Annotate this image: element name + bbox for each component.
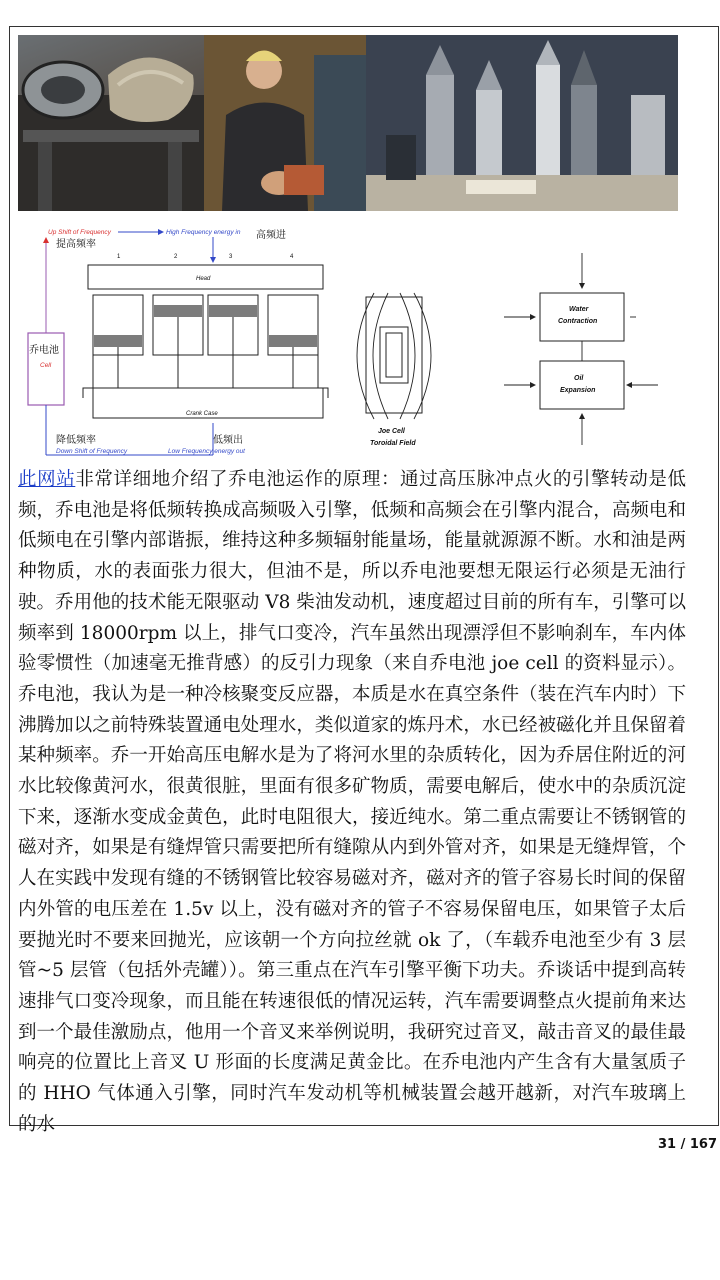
up-shift-en-label: Up Shift of Frequency: [48, 229, 111, 236]
up-shift-zh-label: 提高频率: [56, 239, 96, 250]
page-number: 31 / 167: [657, 1137, 717, 1152]
cylinder-number-3: 3: [229, 254, 233, 260]
body-paragraph: 非常详细地介绍了乔电池运作的原理：通过高压脉冲点火的引擎转动是低频，乔电池是将低频转换成高频吸入引擎，低频和高频会在引擎内混合，高频电和低频电在引擎内部谐振，维持这种多频辐射能量场，能量就源源不断。水和油是两种物质，水的表面张力很大，但油不是，所以乔电池要想无限运行必须是无油行驶。乔用他的技术能无限驱动 V8 柴油发动机，速度超过目前的所有车，引擎可以频率到 18000rpm 以上，排气口变冷，汽车虽然出现漂浮但不影响刹车，车内体验零惯性（加速毫无推背感）的反引力现象（来自乔电池 joe cell 的资料显示）。乔电池，我认为是一种冷核聚变反应器，本质是水在真空条件（装在汽车内时）下沸腾加以之前特殊装置通电处理水，类似道家的炼丹术，水已经被磁化并且保留着某种频率。乔一开始高压电解水是为了将河水里的杂质转化，因为乔居住附近的河水比较像黄河水，很黄很脏，里面有很多矿物质，需要电解后，使水中的杂质沉淀下来，逐渐水变成金黄色，此时电阻很大，接近纯水。第二重点需要让不锈钢管的磁对齐，如果是有缝焊管只需要把所有缝隙从内到外管对齐，如果是无缝焊管，个人在实践中发现有缝的不锈钢管比较容易磁对齐，磁对齐的管子容易长时间的保留内外管的电压差在 1.5v 以上，没有磁对齐的管子不容易保留电压，如果管子太后要抛光时不要来回抛光，应该朝一个方向拉丝就 ok 了，（车载乔电池至少有 3 层管~5 层管（包括外壳罐））。第三重点在汽车引擎平衡下功夫。乔谈话中提到高转速排气口变冷现象，而且能在转速很低的情况运转，汽车需要调整点火提前角来达到一个最佳激励点，他用一个音叉来举例说明，我研究过音叉，敲击音叉的最佳最响亮的位置比上音叉 U 形面的长度满足黄金比。在乔电池内产生含有大量氢质子的 HHO 气体通入引擎，同时汽车发动机等机械装置会越开越新，对汽车玻璃上的水: [18, 469, 686, 1135]
toroidal-field-label: Toroidal Field: [370, 440, 416, 447]
down-shift-en-label: Down Shift of Frequency: [56, 448, 128, 455]
cylinder-number-2: 2: [174, 254, 178, 260]
contraction-label: Contraction: [558, 318, 598, 325]
cell-en-label: Cell: [40, 362, 52, 369]
high-freq-zh-label: 高频进: [256, 230, 286, 241]
cylinder-number-1: 1: [117, 254, 121, 260]
crank-case-label: Crank Case: [186, 411, 218, 417]
man-portrait-photo: [204, 35, 366, 211]
oil-label: Oil: [574, 375, 584, 382]
page-frame: [9, 26, 719, 1135]
water-label: Water: [569, 306, 589, 313]
high-freq-en-label: High Frequency energy in: [166, 229, 241, 236]
workbench-photo: [18, 35, 204, 211]
joe-cell-label: Joe Cell: [378, 428, 405, 435]
cells-equipment-photo: [366, 35, 678, 211]
down-shift-zh-label: 降低频率: [56, 435, 96, 446]
cylinder-number-4: 4: [290, 254, 294, 260]
expansion-label: Expansion: [560, 387, 596, 394]
body-text: [18, 465, 686, 1140]
low-freq-zh-label: 低频出: [213, 435, 243, 446]
low-freq-en-label: Low Frequency energy out: [168, 448, 245, 455]
photo-strip: [18, 35, 678, 211]
source-website-link[interactable]: 此网站: [18, 469, 76, 490]
head-label: Head: [196, 276, 211, 282]
cell-zh-label: 乔电池: [29, 345, 59, 356]
engine-joe-cell-diagram: [18, 223, 678, 461]
